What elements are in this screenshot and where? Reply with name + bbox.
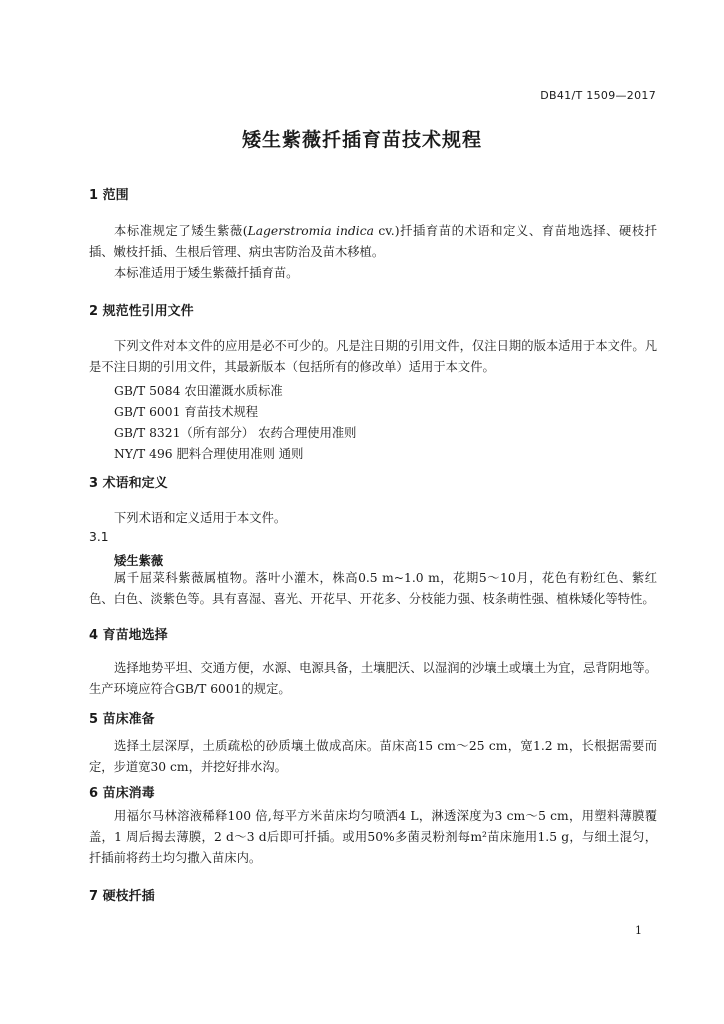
scope-paragraph-1 [89, 221, 657, 263]
term-name: 矮生紫薇 [114, 554, 164, 568]
bed-disinfection-paragraph: 用福尔马林溶液稀释100 倍,每平方米苗床均匀喷洒4 L，淋透深度为3 cm～5 cm，用塑料薄膜覆盖，1 周后揭去薄膜，2 d～3 d后即可扦插。或用50%多菌灵粉剂每m²苗床施用1.5 g，与细土混匀，扦插前将药土均匀撒入苗床内。 [89, 809, 657, 865]
terms-paragraph: 下列术语和定义适用于本文件。 [114, 511, 287, 525]
reference-item: NY/T 496 肥料合理使用准则 通则 [114, 447, 304, 461]
section-heading-site-selection: 4 育苗地选择 [89, 628, 168, 643]
section-heading-bed-disinfection: 6 苗床消毒 [89, 786, 155, 801]
latin-name: Lagerstromia indica [247, 224, 374, 238]
term-definition: 属千屈菜科紫薇属植物。落叶小灌木，株高0.5 m~1.0 m，花期5～10月，花色有粉红色、紫红色、白色、淡紫色等。具有喜湿、喜光、开花早、开花多、分枝能力强、枝条萌性强、植株矮化等特性。 [89, 571, 657, 606]
section-heading-references: 2 规范性引用文件 [89, 304, 194, 319]
scope-paragraph-2: 本标准适用于矮生紫薇扦插育苗。 [114, 266, 299, 280]
bed-preparation-paragraph: 选择土层深厚，土质疏松的砂质壤土做成高床。苗床高15 cm～25 cm，宽1.2 m，长根据需要而定，步道宽30 cm，并挖好排水沟。 [89, 739, 657, 774]
scope-text-b: cv.)扦插育苗的术语和定义、育苗地选择、硬枝扦插、嫩枝扦插、生根后管理、病虫害防治及苗木移植。 [89, 224, 657, 259]
reference-item: GB/T 5084 农田灌溉水质标准 [114, 384, 283, 398]
reference-item: GB/T 8321（所有部分） 农药合理使用准则 [114, 426, 357, 440]
section-heading-hardwood-cutting: 7 硬枝扦插 [89, 889, 155, 904]
term-number: 3.1 [89, 530, 109, 544]
site-selection-paragraph: 选择地势平坦、交通方便，水源、电源具备，土壤肥沃、以湿润的沙壤土或壤土为宜，忌背阴地等。生产环境应符合GB/T 6001的规定。 [89, 661, 657, 696]
page-number: 1 [635, 924, 642, 937]
references-paragraph: 下列文件对本文件的应用是必不可少的。凡是注日期的引用文件，仅注日期的版本适用于本文件。凡是不注日期的引用文件，其最新版本（包括所有的修改单）适用于本文件。 [89, 339, 657, 374]
section-heading-terms: 3 术语和定义 [89, 476, 168, 491]
section-heading-bed-preparation: 5 苗床准备 [89, 712, 155, 727]
scope-text-a: 本标准规定了矮生紫薇( [114, 224, 248, 238]
document-title: 矮生紫薇扦插育苗技术规程 [241, 129, 482, 151]
reference-item: GB/T 6001 育苗技术规程 [114, 405, 259, 419]
section-heading-scope: 1 范围 [89, 188, 129, 203]
standard-number: DB41/T 1509—2017 [540, 89, 656, 102]
